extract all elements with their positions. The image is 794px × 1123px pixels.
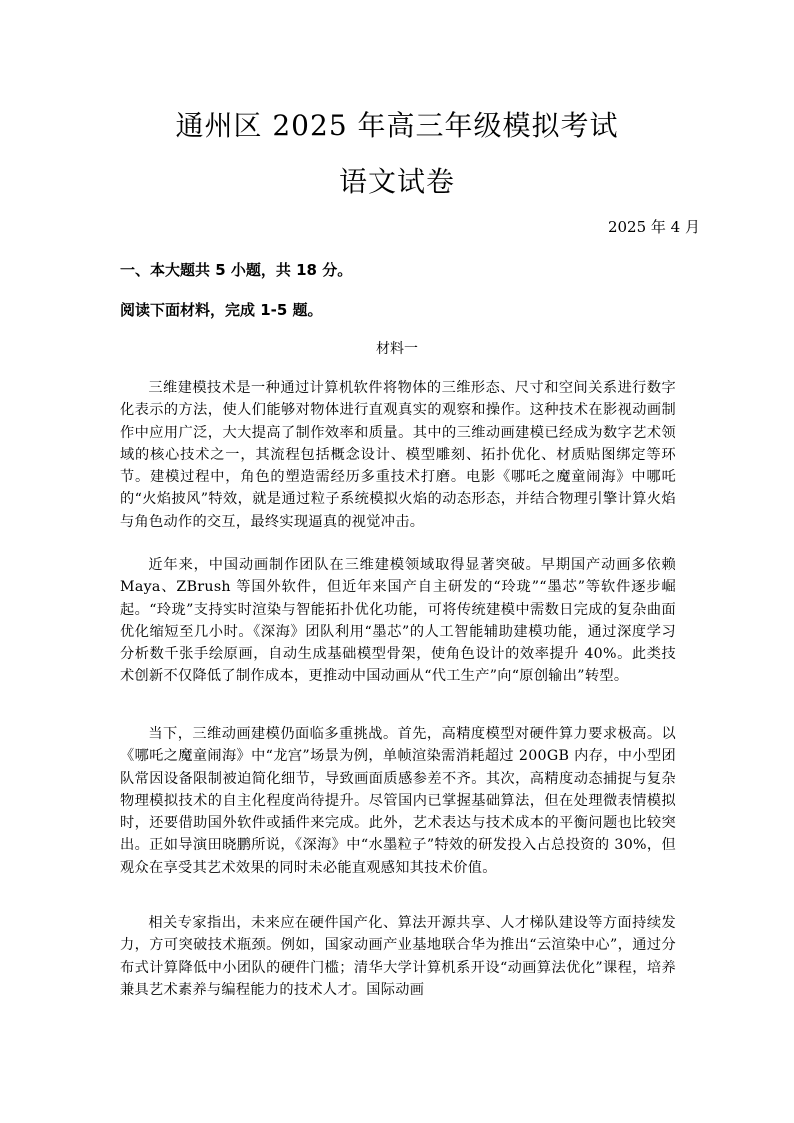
exam-date: 2025 年 4 月	[607, 218, 700, 236]
reading-instruction: 阅读下面材料，完成 1-5 题。	[120, 301, 323, 319]
exam-subtitle: 语文试卷	[338, 165, 455, 198]
section-heading: 一、本大题共 5 小题，共 18 分。	[120, 261, 353, 279]
paragraph-1: 三维建模技术是一种通过计算机软件将物体的三维形态、尺寸和空间关系进行数字化表示的方法，使人们能够对物体进行直观真实的观察和操作。这种技术在影视动画制作中应用广泛，大大提高了制作效率和质量。其中的三维动画建模已经成为数字艺术领域的核心技术之一，其流程包括概念设计、模型雕刻、拓扑优化、材质贴图绑定等环节。建模过程中，角色的塑造需经历多重技术打磨。电影《哪吒之魔童闹海》中哪吒的“火焰披风”特效，就是通过粒子系统模拟火焰的动态形态，并结合物理引擎计算火焰与角色动作的交互，最终实现逼真的视觉冲击。	[120, 380, 676, 530]
paragraph-3: 当下，三维动画建模仍面临多重挑战。首先，高精度模型对硬件算力要求极高。以《哪吒之魔童闹海》中“龙宫”场景为例，单帧渲染需消耗超过 200GB 内存，中小型团队常因设备限制被迫简化细节，导致画面质感参差不齐。其次，高精度动态捕捉与复杂物理模拟技术的自主化程度尚待提升。尽管国内已掌握基础算法，但在处理微表情模拟时，还要借助国外软件或插件来完成。此外，艺术表达与技术成本的平衡问题也比较突出。正如导演田晓鹏所说，《深海》中“水墨粒子”特效的研发投入占总投资的 30%，但观众在享受其艺术效果的同时未必能直观感知其技术价值。	[120, 726, 676, 876]
material-title: 材料一	[376, 341, 418, 357]
exam-title: 通州区 2025 年高三年级模拟考试	[175, 109, 619, 142]
paragraph-2: 近年来，中国动画制作团队在三维建模领域取得显著突破。早期国产动画多依赖 Maya、ZBrush 等国外软件，但近年来国产自主研发的“玲珑”“墨芯”等软件逐步崛起。“玲珑”支持实时渲染与智能拓扑优化功能，可将传统建模中需数日完成的复杂曲面优化缩短至几小时。《深海》团队利用“墨芯”的人工智能辅助建模功能，通过深度学习分析数千张手绘原画，自动生成基础模型骨架，使角色设计的效率提升 40%。此类技术创新不仅降低了制作成本，更推动中国动画从“代工生产”向“原创输出”转型。	[120, 557, 676, 685]
paragraph-4: 相关专家指出，未来应在硬件国产化、算法开源共享、人才梯队建设等方面持续发力，方可突破技术瓶颈。例如，国家动画产业基地联合华为推出“云渲染中心”，通过分布式计算降低中小团队的硬件门槛；清华大学计算机系开设“动画算法优化”课程，培养兼具艺术素养与编程能力的技术人才。国际动画	[120, 915, 676, 998]
